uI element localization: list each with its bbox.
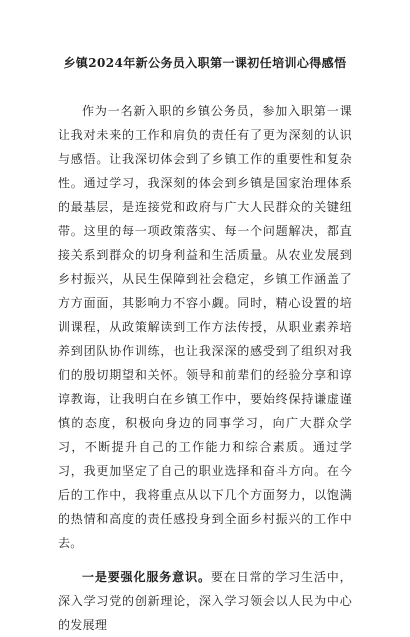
body-paragraph: 作为一名新入职的乡镇公务员，参加入职第一课让我对未来的工作和肩负的责任有了更为深刻的认识与感悟。让我深切体会到了乡镇工作的重要性和复杂性。通过学习，我深刻的体会到乡镇是国家治理体系的最基层，是连接党和政府与广大人民群众的关键纽带。这里的每一项政策落实、每一个问题解决，都直接关系到群众的切身利益和生活质量。从农业发展到乡村振兴，从民生保障到社会稳定，乡镇工作涵盖了方方面面，其影响力不容小觑。同时，精心设置的培训课程，从政策解读到工作方法传授，从职业素养培养到团队协作训练，也让我深深的感受到了组织对我们的殷切期望和关怀。领导和前辈们的经验分享和谆谆教诲，让我明白在乡镇工作中，要始终保持谦虚谨慎的态度，积极向身边的同事学习，向广大群众学习，不断提升自己的工作能力和综合素质。通过学习，我更加坚定了自己的职业选择和奋斗方向。在今后的工作中，我将重点从以下几个方面努力，以饱满的热情和高度的责任感投身到全面乡村振兴的工作中去。	[58, 104, 352, 550]
section-heading: 一是要强化服务意识。	[82, 570, 211, 584]
section-paragraph	[58, 565, 352, 637]
section-text: 要在日常的学习生活中，深入学习党的创新理论，深入学习领会以人民为中心的发展理	[58, 570, 352, 632]
document-title: 乡镇2024年新公务员入职第一课初任培训心得感悟	[63, 56, 347, 70]
